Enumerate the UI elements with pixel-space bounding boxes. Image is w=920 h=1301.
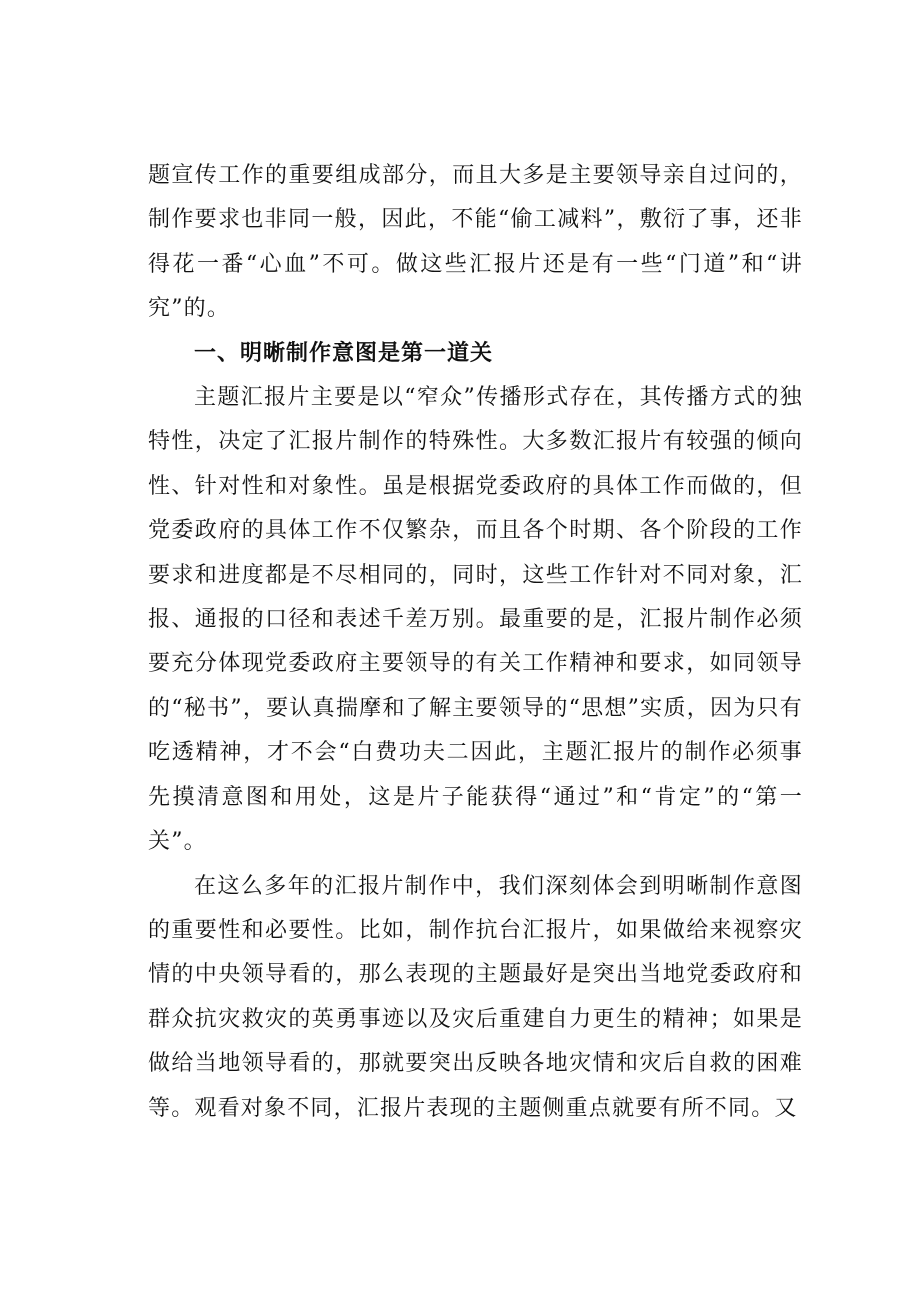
continuation-paragraph: 题宣传工作的重要组成部分，而且大多是主要领导亲自过问的，制作要求也非同一般，因此，不能“偷工减料”，敷衍了事，还非得花一番“心血”不可。做这些汇报片还是有一些“门道”和“讲究”的。 [148,163,803,322]
body-paragraph-1: 主题汇报片主要是以“窄众”传播形式存在，其传播方式的独特性，决定了汇报片制作的特殊性。大多数汇报片有较强的倾向性、针对性和对象性。虽是根据党委政府的具体工作而做的，但党委政府的具体工作不仅繁杂，而且各个时期、各个阶段的工作要求和进度都是不尽相同的，同时，这些工作针对不同对象，汇报、通报的口径和表述千差万别。最重要的是，汇报片制作必须要充分体现党委政府主要领导的有关工作精神和要求，如同领导的“秘书”，要认真揣摩和了解主要领导的“思想”实质，因为只有吃透精神，才不会“白费功夫二因此，主题汇报片的制作必须事先摸清意图和用处，这是片子能获得“通过”和“肯定”的“第一关”。 [148,385,803,855]
document-body [148,154,803,1131]
section-heading: 一、明晰制作意图是第一道关 [194,340,494,366]
body-paragraph-2: 在这么多年的汇报片制作中，我们深刻体会到明晰制作意图的重要性和必要性。比如，制作抗台汇报片，如果做给来视察灾情的中央领导看的，那么表现的主题最好是突出当地党委政府和群众抗灾救灾的英勇事迹以及灾后重建自力更生的精神；如果是做给当地领导看的，那就要突出反映各地灾情和灾后自救的困难等。观看对象不同，汇报片表现的主题侧重点就要有所不同。又 [148,873,803,1121]
